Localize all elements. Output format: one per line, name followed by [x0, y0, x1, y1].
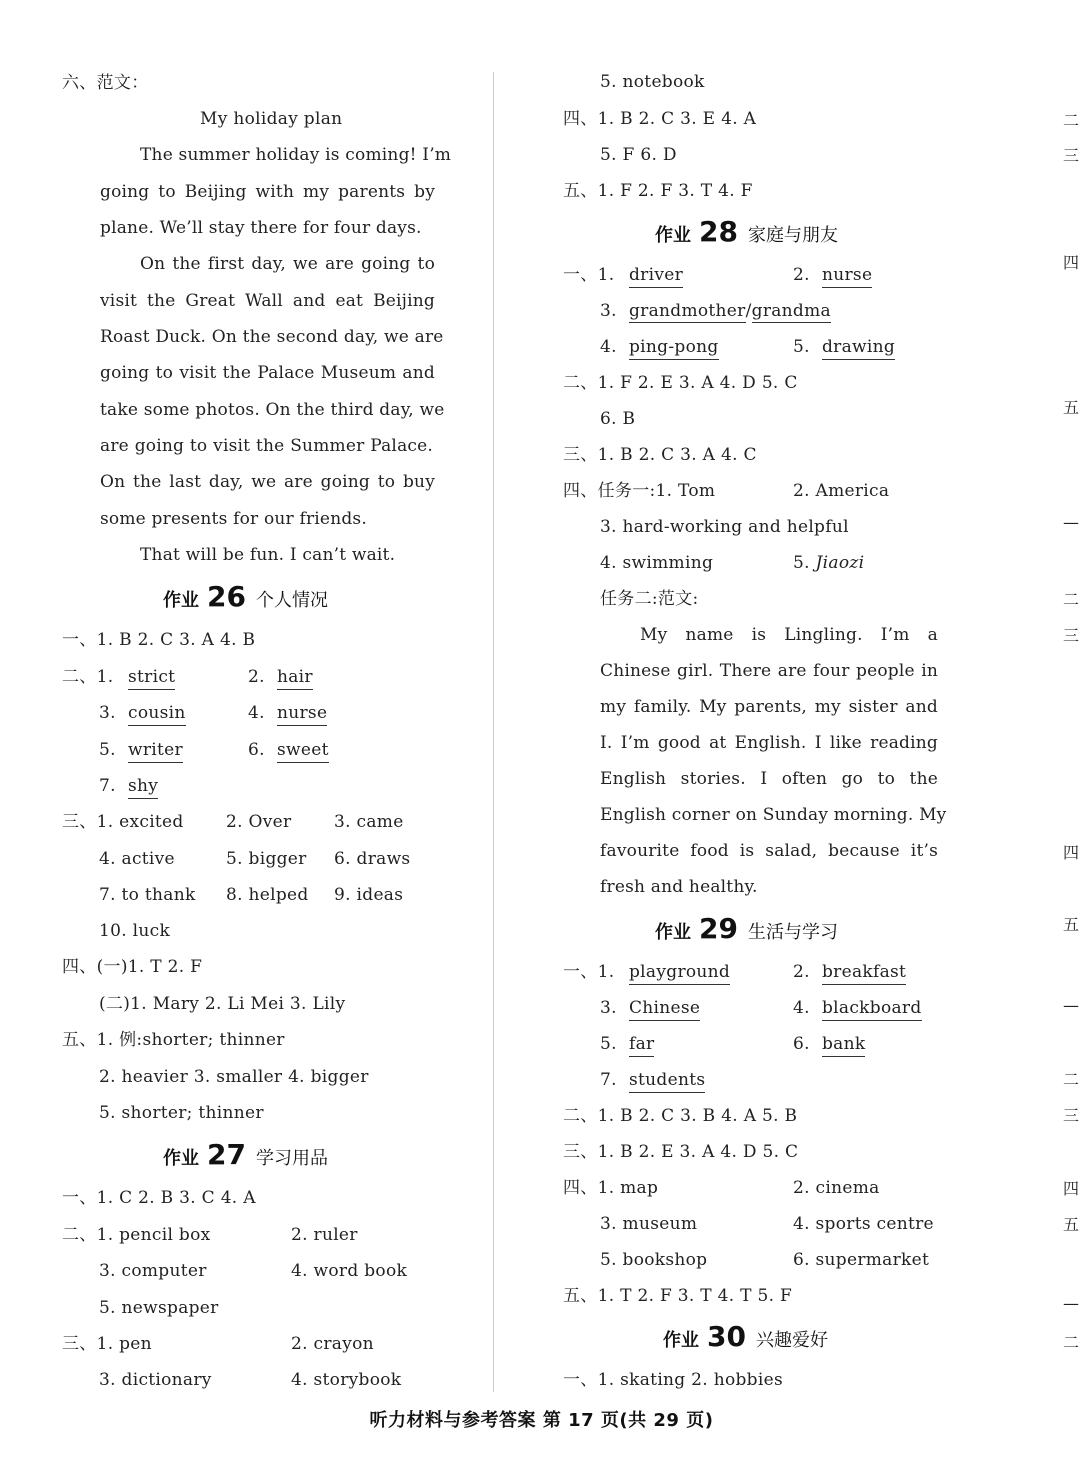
answer: far: [629, 1033, 654, 1057]
answer: 10. luck: [99, 921, 171, 941]
answer: ping-pong: [629, 336, 719, 360]
edge-mark: 三: [1063, 626, 1080, 645]
answer-row: 五、1. T 2. F 3. T 4. T 5. F: [563, 1286, 793, 1306]
answer-number: 一、1.: [563, 962, 615, 982]
edge-mark: 四: [1063, 843, 1080, 862]
answer-number: 3.: [600, 301, 617, 321]
edge-mark: 三: [1063, 1106, 1080, 1125]
essay-line: That will be fun. I can’t wait.: [140, 545, 396, 565]
edge-mark: 四: [1063, 253, 1080, 272]
answer: grandmother: [629, 301, 746, 321]
answer-number: 3.: [600, 998, 617, 1018]
answer: 4. active: [99, 849, 175, 869]
answer-separator: /: [745, 301, 752, 321]
essay-line: visit the Great Wall and eat Beijing: [100, 291, 435, 311]
answer: 5. bookshop: [600, 1250, 708, 1270]
edge-mark: 五: [1063, 915, 1080, 934]
hw26-part1: 一、1. B 2. C 3. A 4. B: [62, 630, 256, 650]
answer-row: 五、1. F 2. F 3. T 4. F: [563, 181, 753, 201]
answer-number: 4.: [248, 703, 265, 723]
answer-number: 5.: [793, 337, 810, 357]
essay-line: some presents for our friends.: [100, 509, 367, 529]
answer: 4. word book: [291, 1261, 408, 1281]
hw26-part4a: 四、(一)1. T 2. F: [62, 957, 203, 977]
answer: 四、1. map: [563, 1178, 659, 1198]
answer-number: 一、1.: [563, 265, 615, 285]
answer: 4. storybook: [291, 1370, 402, 1390]
answer-number: 2.: [793, 265, 810, 285]
edge-mark: —: [1063, 513, 1079, 532]
answer-row: 二、1. B 2. C 3. B 4. A 5. B: [563, 1106, 798, 1126]
answer-row: 二、1. F 2. E 3. A 4. D 5. C: [563, 373, 798, 393]
homework-30-heading: 作业 30 兴趣爱好: [663, 1320, 828, 1353]
answer: 3. computer: [99, 1261, 207, 1281]
essay-line: English stories. I often go to the: [600, 769, 938, 789]
essay-line: On the first day, we are going to: [140, 254, 435, 274]
answer: cousin: [128, 702, 186, 726]
answer: 3. came: [334, 812, 404, 832]
answer-row: 三、1. B 2. C 3. A 4. C: [563, 445, 757, 465]
hw26-part5c: 5. shorter; thinner: [99, 1103, 264, 1123]
answer-row: 一、1. skating 2. hobbies: [563, 1370, 783, 1390]
essay-line: I. I’m good at English. I like reading: [600, 733, 938, 753]
edge-mark: 四: [1063, 1179, 1080, 1198]
answer: playground: [629, 961, 730, 985]
answer: 2. ruler: [291, 1225, 358, 1245]
page-footer: 听力材料与参考答案 第 17 页(共 29 页): [369, 1410, 714, 1431]
answer-row: 四、1. B 2. C 3. E 4. A: [563, 109, 757, 129]
answer: Chinese: [629, 997, 700, 1021]
answer: 5. newspaper: [99, 1298, 219, 1318]
answer: 8. helped: [226, 885, 309, 905]
answer-row: 三、1. B 2. E 3. A 4. D 5. C: [563, 1142, 799, 1162]
answer: driver: [629, 264, 683, 288]
answer: sweet: [277, 739, 329, 763]
hw26-part2-prefix: 二、1.: [62, 667, 114, 687]
answer: 2. Over: [226, 812, 292, 832]
task2-title: 任务二:范文:: [600, 589, 699, 609]
answer: 9. ideas: [334, 885, 404, 905]
essay-line: my family. My parents, my sister and: [600, 697, 938, 717]
essay-line: going to Beijing with my parents by: [100, 182, 435, 202]
edge-mark: 三: [1063, 146, 1080, 165]
hw26-part5a: 五、1. 例:shorter; thinner: [62, 1030, 285, 1050]
edge-mark: 五: [1063, 1215, 1080, 1234]
answer-number: 7.: [99, 776, 116, 796]
answer: hair: [277, 666, 313, 690]
answer: 四、任务一:1. Tom: [563, 481, 716, 501]
column-divider: [493, 72, 494, 1392]
answer-combo: [629, 300, 831, 322]
answer: nurse: [277, 702, 327, 726]
essay-line: Roast Duck. On the second day, we are: [100, 327, 444, 347]
answer: writer: [128, 739, 183, 763]
answer-number: 2.: [248, 667, 265, 687]
answer: 3. hard-working and helpful: [600, 517, 849, 537]
answer: 2. America: [793, 481, 890, 501]
answer: 5. notebook: [600, 72, 705, 92]
answer: 3. dictionary: [99, 1370, 212, 1390]
essay-line: are going to visit the Summer Palace.: [100, 436, 433, 456]
section-6-title: 六、范文：: [62, 73, 149, 93]
answer: breakfast: [822, 961, 906, 985]
essay-line: plane. We’ll stay there for four days.: [100, 218, 422, 238]
homework-26-heading: 作业 26 个人情况: [163, 580, 328, 613]
answer: 6. supermarket: [793, 1250, 930, 1270]
edge-mark: —: [1063, 996, 1079, 1015]
answer: 二、1. pencil box: [62, 1225, 211, 1245]
answer: 5. Jiaozi: [793, 553, 865, 573]
answer: bank: [822, 1033, 865, 1057]
answer: 三、1. pen: [62, 1334, 152, 1354]
edge-mark: —: [1063, 1294, 1079, 1313]
answer: grandma: [751, 301, 831, 321]
essay-line: The summer holiday is coming! I’m: [140, 145, 452, 165]
answer: 7. to thank: [99, 885, 196, 905]
essay-line: Chinese girl. There are four people in: [600, 661, 938, 681]
answer: 4. swimming: [600, 553, 714, 573]
answer: 3. museum: [600, 1214, 698, 1234]
answer-row: 5. F 6. D: [600, 145, 677, 165]
answer: 5. bigger: [226, 849, 307, 869]
homework-29-heading: 作业 29 生活与学习: [655, 912, 838, 945]
answer-row: 6. B: [600, 409, 636, 429]
hw26-part5b: 2. heavier 3. smaller 4. bigger: [99, 1067, 369, 1087]
homework-28-heading: 作业 28 家庭与朋友: [655, 215, 838, 248]
hw26-part4b: (二)1. Mary 2. Li Mei 3. Lily: [99, 994, 346, 1014]
essay-line: take some photos. On the third day, we: [100, 400, 445, 420]
edge-mark: 二: [1063, 590, 1080, 609]
answer: 2. crayon: [291, 1334, 374, 1354]
answer: shy: [128, 775, 158, 799]
answer: students: [629, 1069, 705, 1093]
answer: 三、1. excited: [62, 812, 184, 832]
essay-line: going to visit the Palace Museum and: [100, 363, 435, 383]
essay-line: favourite food is salad, because it’s: [600, 841, 938, 861]
essay-line: On the last day, we are going to buy: [100, 472, 435, 492]
edge-mark: 二: [1063, 1070, 1080, 1089]
edge-mark: 二: [1063, 1333, 1080, 1352]
hw27-part1: 一、1. C 2. B 3. C 4. A: [62, 1188, 256, 1208]
edge-mark: 五: [1063, 398, 1080, 417]
answer: drawing: [822, 336, 895, 360]
answer-number: 5.: [600, 1034, 617, 1054]
answer-number: 6.: [793, 1034, 810, 1054]
answer-number: 4.: [600, 337, 617, 357]
answer-number: 3.: [99, 703, 116, 723]
answer-number: 7.: [600, 1070, 617, 1090]
answer: strict: [128, 666, 175, 690]
answer-number: 2.: [793, 962, 810, 982]
essay-line: English corner on Sunday morning. My: [600, 805, 947, 825]
answer-number: 6.: [248, 740, 265, 760]
essay-line: My name is Lingling. I’m a: [640, 625, 938, 645]
answer: 2. cinema: [793, 1178, 880, 1198]
answer: blackboard: [822, 997, 922, 1021]
answer: 6. draws: [334, 849, 411, 869]
answer: nurse: [822, 264, 872, 288]
answer-number: 5.: [99, 740, 116, 760]
essay-line: fresh and healthy.: [600, 877, 758, 897]
essay-title: My holiday plan: [200, 109, 343, 129]
answer-number: 4.: [793, 998, 810, 1018]
edge-mark: 二: [1063, 111, 1080, 130]
answer: 4. sports centre: [793, 1214, 934, 1234]
homework-27-heading: 作业 27 学习用品: [163, 1138, 328, 1171]
